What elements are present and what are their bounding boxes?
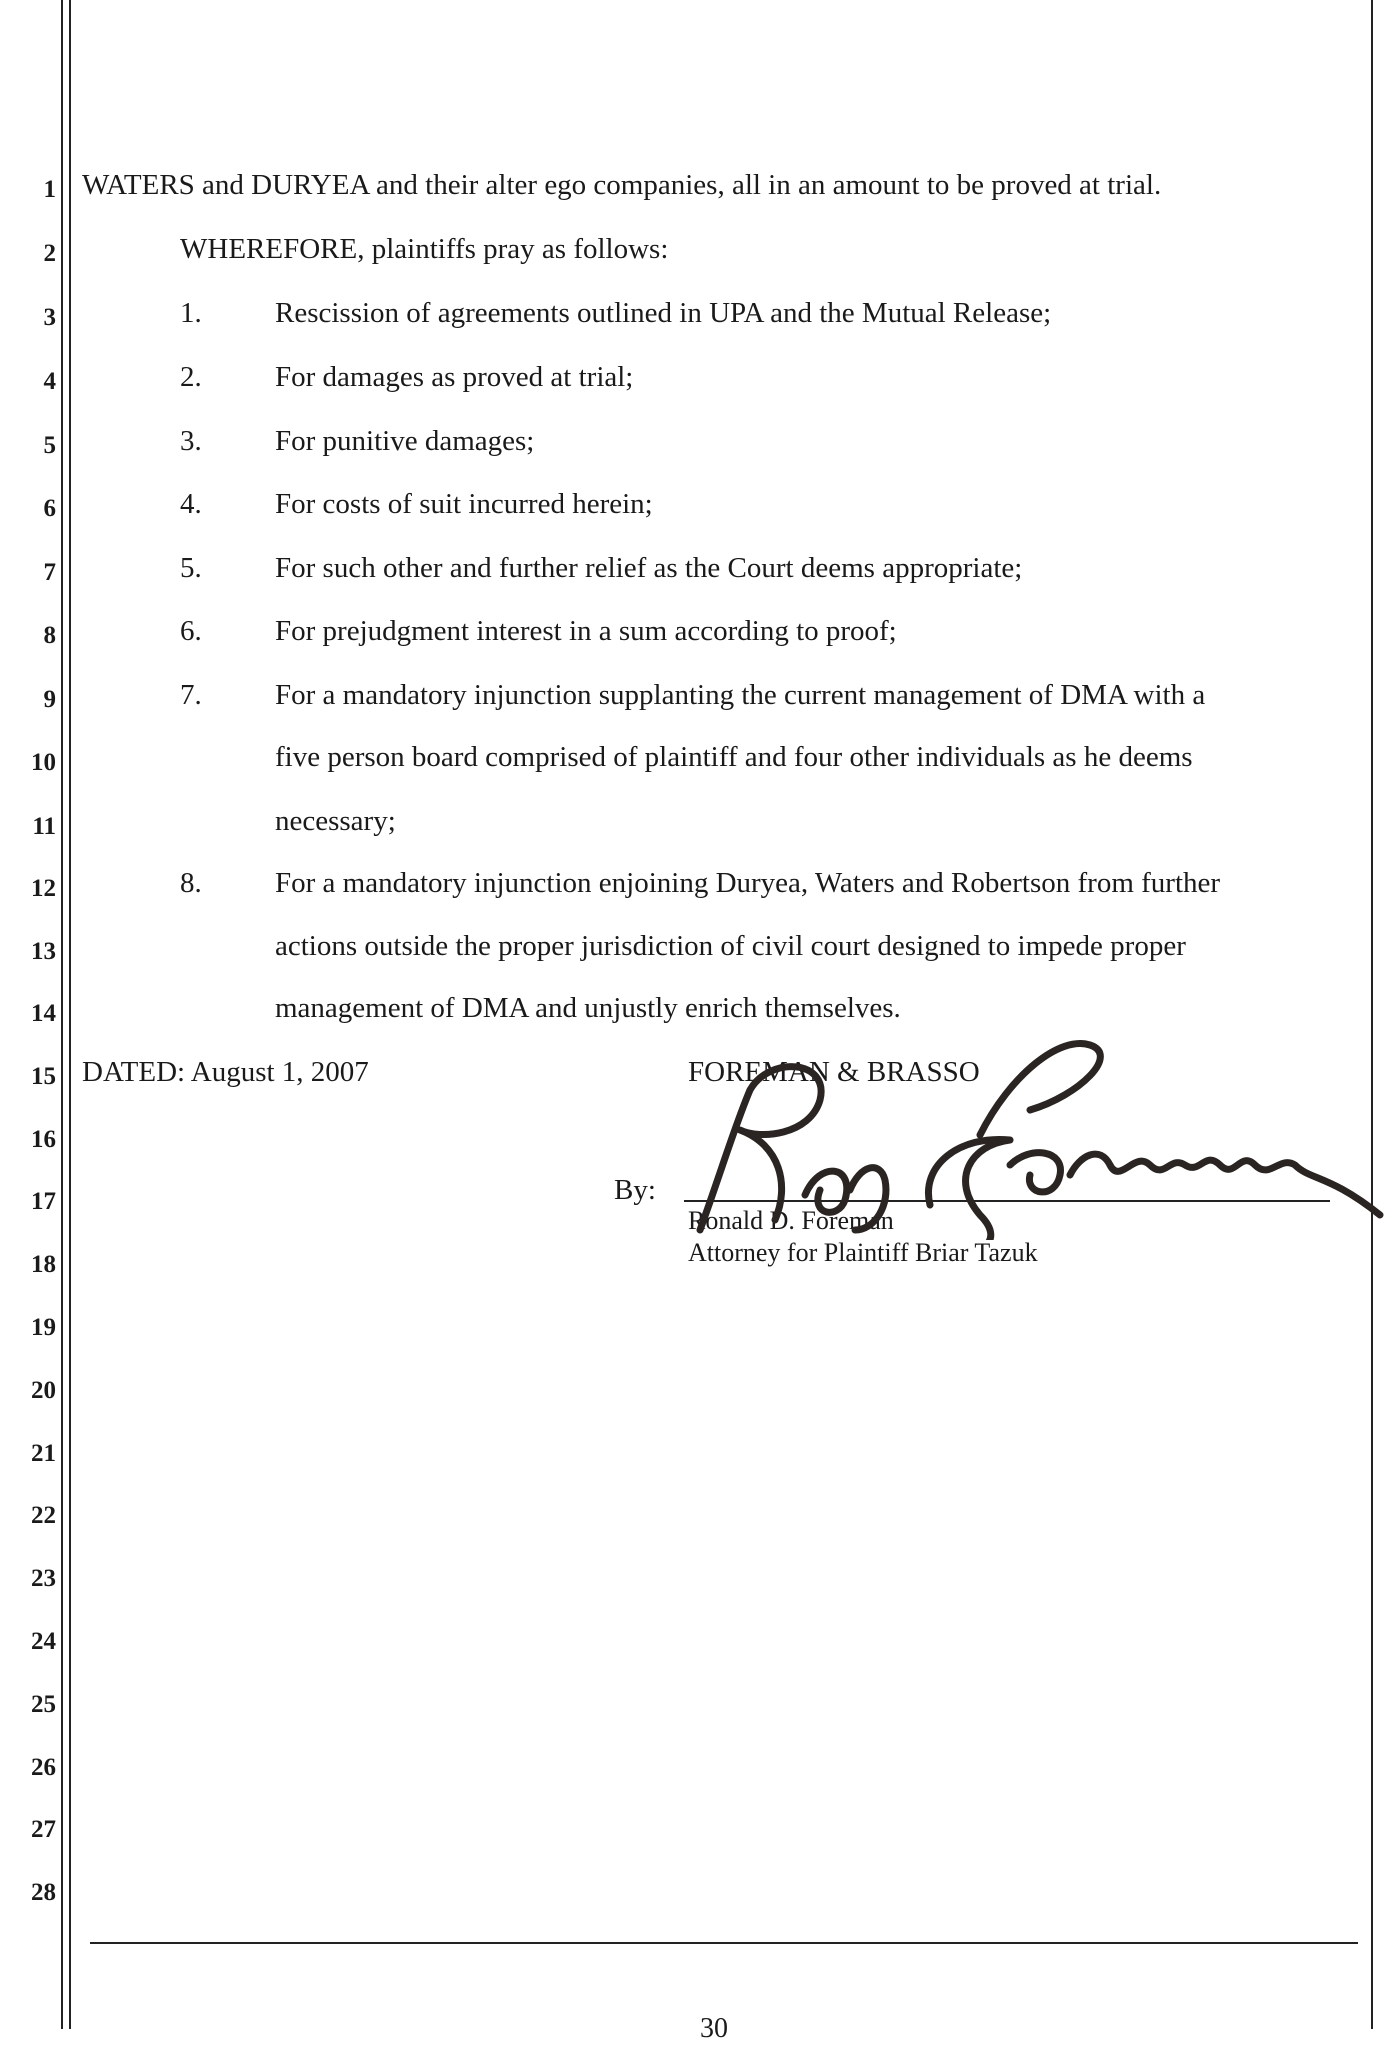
prayer-6-number: 6.: [180, 615, 202, 647]
line-number: 10: [31, 749, 56, 776]
prayer-5-number: 5.: [180, 552, 202, 584]
line-number: 6: [43, 495, 56, 522]
prayer-4-text: For costs of suit incurred herein;: [275, 488, 653, 520]
line-number: 21: [31, 1440, 56, 1467]
line-number: 26: [31, 1754, 56, 1781]
line-number: 1: [43, 176, 56, 203]
prayer-1-number: 1.: [180, 297, 202, 329]
prayer-3-number: 3.: [180, 425, 202, 457]
line-number: 13: [31, 938, 56, 965]
wherefore-clause: WHEREFORE, plaintiffs pray as follows:: [180, 233, 669, 265]
line-number: 2: [43, 240, 56, 267]
line-number: 16: [31, 1126, 56, 1153]
line-number: 11: [32, 813, 56, 840]
line-number: 20: [31, 1377, 56, 1404]
line-number: 25: [31, 1691, 56, 1718]
prayer-7-number: 7.: [180, 679, 202, 711]
line-number: 27: [31, 1816, 56, 1843]
prayer-8-text-line-3: management of DMA and unjustly enrich themselves.: [275, 992, 901, 1024]
left-margin-rule-inner: [69, 0, 71, 2029]
prayer-7-text-line-3: necessary;: [275, 805, 396, 837]
prayer-8-number: 8.: [180, 867, 202, 899]
prayer-8-text-line-1: For a mandatory injunction enjoining Duryea, Waters and Robertson from further: [275, 867, 1221, 899]
prayer-5-text: For such other and further relief as the Court deems appropriate;: [275, 552, 1023, 584]
page-number: 30: [700, 2013, 728, 2044]
law-firm-name: FOREMAN & BRASSO: [688, 1056, 980, 1088]
line-number: 9: [43, 686, 56, 713]
prayer-7-text-line-1: For a mandatory injunction supplanting the current management of DMA with a: [275, 679, 1206, 711]
prayer-2-number: 2.: [180, 361, 202, 393]
line-number: 14: [31, 1000, 56, 1027]
line-number: 15: [31, 1063, 56, 1090]
attorney-name: Ronald D. Foreman: [688, 1206, 894, 1235]
line-number: 4: [43, 368, 56, 395]
body-line-1: WATERS and DURYEA and their alter ego companies, all in an amount to be proved at trial.: [82, 169, 1162, 201]
line-number: 18: [31, 1251, 56, 1278]
line-number: 8: [43, 622, 56, 649]
prayer-6-text: For prejudgment interest in a sum according to proof;: [275, 615, 897, 647]
dated-line: DATED: August 1, 2007: [82, 1056, 369, 1088]
line-number: 7: [43, 559, 56, 586]
prayer-1-text: Rescission of agreements outlined in UPA and the Mutual Release;: [275, 297, 1052, 329]
left-margin-rule-outer: [61, 0, 63, 2029]
prayer-3-text: For punitive damages;: [275, 425, 535, 457]
handwritten-signature: [680, 1015, 1399, 1240]
line-number: 12: [31, 875, 56, 902]
footer-rule: [90, 1942, 1358, 1944]
line-number: 22: [31, 1502, 56, 1529]
line-number: 23: [31, 1565, 56, 1592]
line-number: 28: [31, 1879, 56, 1906]
prayer-7-text-line-2: five person board comprised of plaintiff and four other individuals as he deems: [275, 741, 1193, 773]
line-number: 19: [31, 1314, 56, 1341]
prayer-4-number: 4.: [180, 488, 202, 520]
by-label: By:: [614, 1174, 656, 1206]
line-number: 5: [43, 432, 56, 459]
prayer-8-text-line-2: actions outside the proper jurisdiction of civil court designed to impede proper: [275, 930, 1186, 962]
attorney-title: Attorney for Plaintiff Briar Tazuk: [688, 1238, 1038, 1267]
line-number: 24: [31, 1628, 56, 1655]
prayer-2-text: For damages as proved at trial;: [275, 361, 634, 393]
line-number: 17: [31, 1188, 56, 1215]
line-number: 3: [43, 304, 56, 331]
